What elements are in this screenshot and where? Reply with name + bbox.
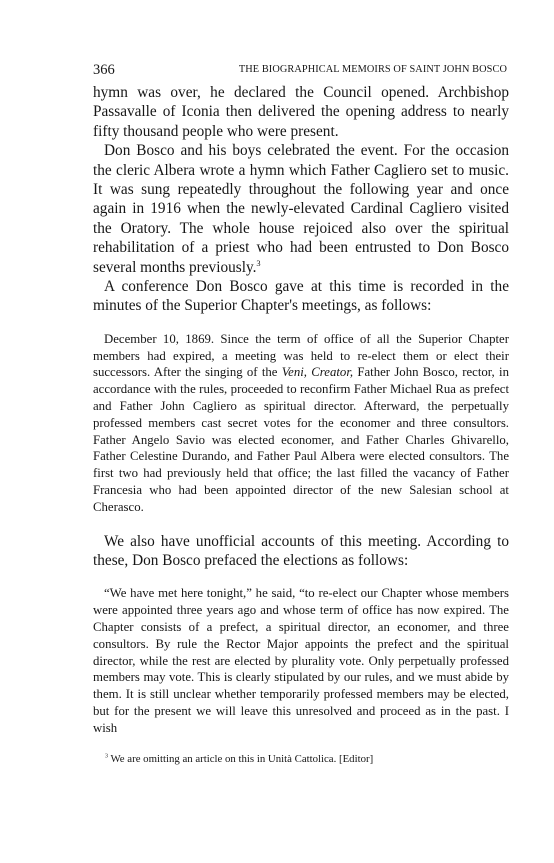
body-paragraph-2: [93, 141, 509, 277]
body-paragraph-3: [93, 277, 509, 316]
footnote-reference: 3: [256, 258, 261, 268]
page-number: 366: [93, 62, 115, 78]
body-paragraph-4-text: We also have unofficial accounts of this meeting. According to these, Don Bosco prefaced the elections as follows:: [93, 532, 509, 570]
body-paragraph-1-text: hymn was over, he declared the Council opened. Archbishop Passavalle of Iconia then delivered the opening address to nearly fifty thousand people who were present.: [93, 84, 509, 140]
quote-1-text-end: Father John Bosco, rector, in accordance with the rules, proceeded to reconfirm Father Michael Rua as prefect and Father John Cagliero as spiritual director. Afterward, the perpetually professed members cast secret votes for the economer and three consultors. Father Angelo Savio was elected economer, and Father Charles Ghivarello, Father Celestine Durando, and Father Paul Albera were elected consultors. The first two had previously held that office; the last filled the vacancy of Father Francesia who had been appointed director of the new Salesian school at Cherasco.: [93, 365, 509, 514]
quote-2-text: “We have met here tonight,” he said, “to re-elect our Chapter whose members were appointed three years ago and whose term of office has now expired. The Chapter consists of a prefect, a spiritual director, an economer, and three consultors. By rule the Rector Major appoints the prefect and the spiritual director, while the rest are elected by plurality vote. Only perpetually professed members may vote. This is clearly stipulated by our rules, and we must abide by them. It is still unclear whether temporarily professed members may be elected, but for the present we will leave this unresolved and proceed as in the past. I wish: [93, 586, 509, 735]
block-quote-speech: [93, 585, 509, 736]
body-paragraph-2-text: Don Bosco and his boys celebrated the event. For the occasion the cleric Albera wrote a hymn which Father Cagliero set to music. It was sung repeatedly throughout the following year and once again in 1916 when the newly-elevated Cardinal Cagliero visited the Oratory. The whole house rejoiced also over the spiritual rehabilitation of a priest who had been entrusted to Don Bosco several months previously.: [93, 142, 509, 276]
body-paragraph-4: [93, 532, 509, 571]
running-head: THE BIOGRAPHICAL MEMOIRS OF SAINT JOHN BOSCO: [238, 64, 507, 75]
body-paragraph-3-text: A conference Don Bosco gave at this time is recorded in the minutes of the Superior Chapter's meetings, as follows:: [93, 278, 509, 315]
footnote-text: We are omitting an article on this in Unità Cattolica. [Editor]: [110, 752, 374, 765]
footnote: [93, 752, 509, 766]
block-quote-minutes: [93, 331, 509, 516]
page-header: [93, 62, 509, 81]
footnote-marker: 3: [105, 753, 108, 760]
quote-1-text-start: December 10, 1869. Since the term of office of all the Superior Chapter members had expired, a meeting was held to re-elect them or elect their successors. After the singing of the: [93, 331, 509, 380]
book-page: [93, 62, 509, 766]
quote-1-hymn-title: Veni, Creator,: [281, 365, 354, 380]
body-paragraph-1: [93, 83, 509, 141]
